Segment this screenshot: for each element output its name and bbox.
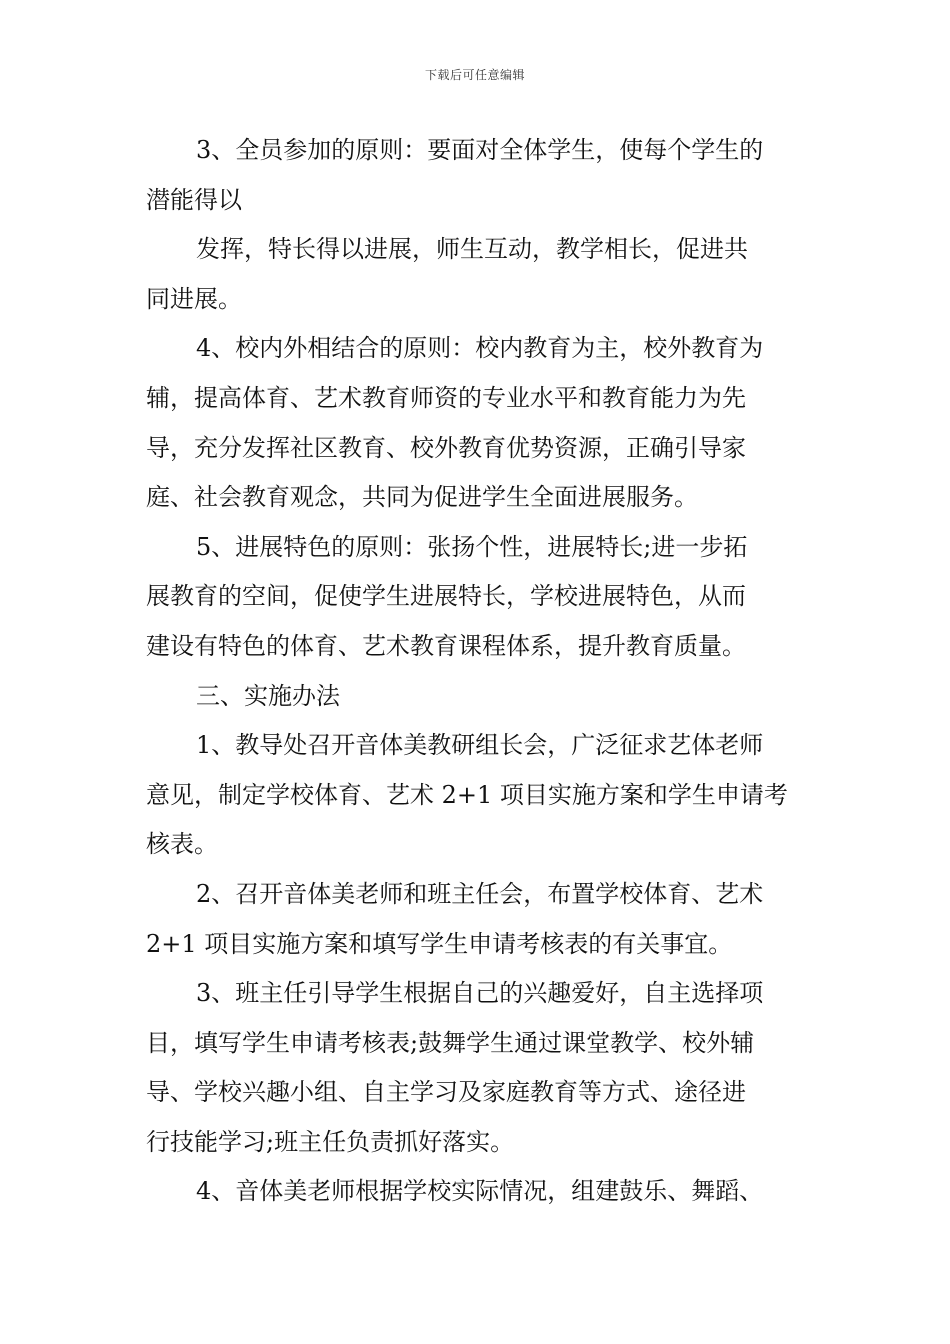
- text-line: 2+1 项目实施方案和填写学生申请考核表的有关事宜。: [146, 929, 733, 958]
- text-line: 4、校内外相结合的原则：校内教育为主，校外教育为: [196, 334, 764, 363]
- text-line: 行技能学习;班主任负责抓好落实。: [146, 1127, 515, 1156]
- text-line: 三、实施办法: [196, 681, 340, 710]
- text-line: 目，填写学生申请考核表;鼓舞学生通过课堂教学、校外辅: [146, 1028, 755, 1057]
- text-line: 辅，提高体育、艺术教育师资的专业水平和教育能力为先: [146, 383, 746, 412]
- text-line: 意见，制定学校体育、艺术 2+1 项目实施方案和学生申请考: [146, 780, 788, 809]
- text-line: 1、教导处召开音体美教研组长会，广泛征求艺体老师: [196, 731, 764, 760]
- text-line: 建设有特色的体育、艺术教育课程体系，提升教育质量。: [146, 631, 746, 660]
- text-line: 3、班主任引导学生根据自己的兴趣爱好，自主选择项: [196, 979, 764, 1008]
- text-line: 导，充分发挥社区教育、校外教育优势资源，正确引导家: [146, 433, 746, 462]
- text-line: 导、学校兴趣小组、自主学习及家庭教育等方式、途径进: [146, 1078, 746, 1107]
- text-line: 核表。: [146, 830, 218, 859]
- text-line: 同进展。: [146, 284, 242, 313]
- text-line: 庭、社会教育观念，共同为促进学生全面进展服务。: [146, 483, 698, 512]
- text-line: 展教育的空间，促使学生进展特长，学校进展特色，从而: [146, 582, 746, 611]
- document-body: [146, 126, 810, 1217]
- text-line: 发挥，特长得以进展，师生互动，教学相长，促进共: [196, 235, 748, 264]
- text-line: 4、音体美老师根据学校实际情况，组建鼓乐、舞蹈、: [196, 1177, 764, 1206]
- text-line: 5、进展特色的原则：张扬个性，进展特长;进一步拓: [196, 532, 748, 561]
- page-header: 下载后可任意编辑: [424, 68, 525, 82]
- text-line: 3、全员参加的原则：要面对全体学生，使每个学生的: [196, 136, 764, 164]
- text-line: 2、召开音体美老师和班主任会，布置学校体育、艺术: [196, 879, 764, 908]
- text-line: 潜能得以: [146, 185, 242, 214]
